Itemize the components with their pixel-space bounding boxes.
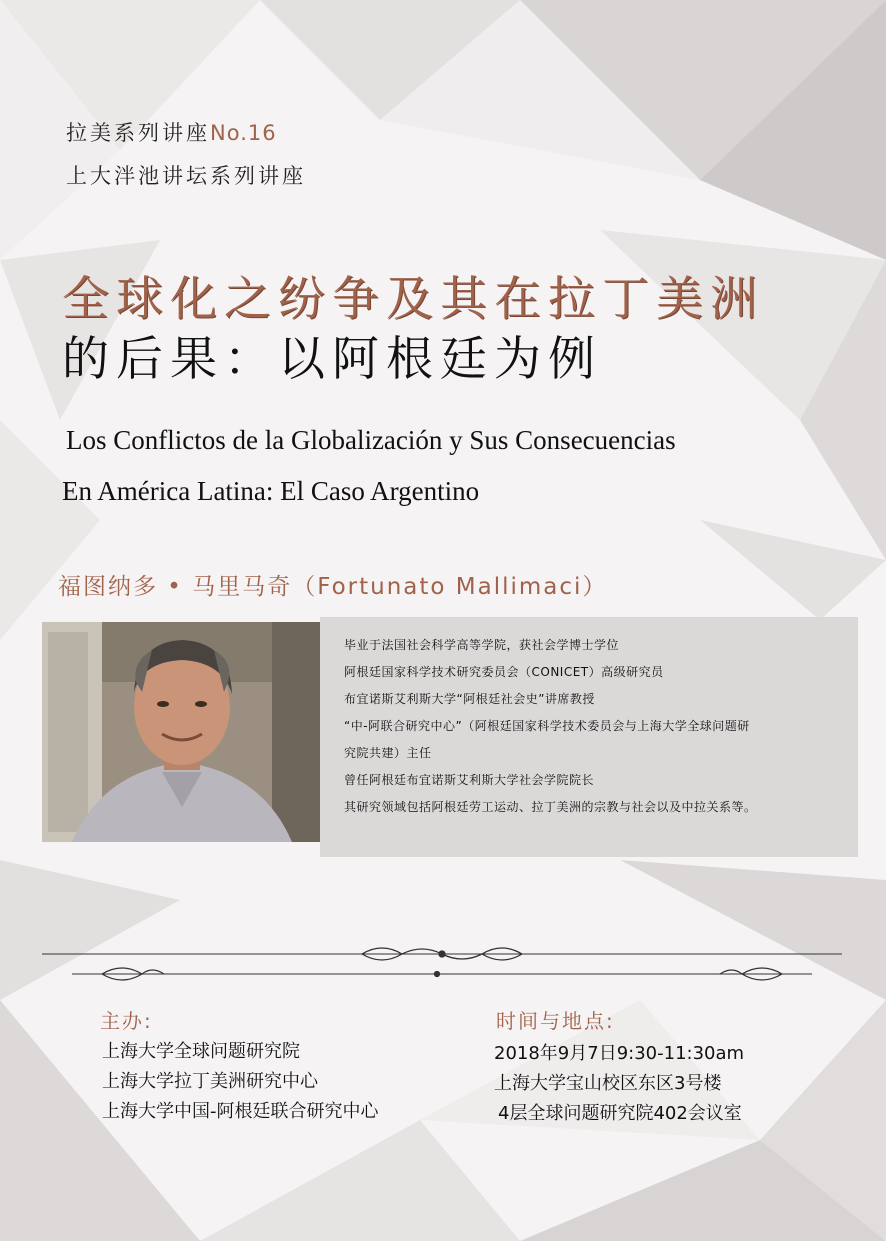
spanish-title-line-2: En América Latina: El Caso Argentino [62,476,480,506]
bio-line: 其研究领域包括阿根廷劳工运动、拉丁美洲的宗教与社会以及中拉关系等。 [344,800,757,814]
bio-line: 曾任阿根廷布宜诺斯艾利斯大学社会学院院长 [344,773,595,787]
bio-line: “中-阿联合研究中心”（阿根廷国家科学技术委员会与上海大学全球问题研 [344,719,750,733]
series-number: No.16 [210,121,277,145]
speaker-photo [42,622,320,842]
bio-line: 毕业于法国社会科学高等学院，获社会学博士学位 [344,638,620,652]
ornamental-divider [42,940,842,990]
bio-line: 究院共建）主任 [344,746,432,760]
time-place-label: 时间与地点: [496,1009,615,1033]
bio-line: 布宜诺斯艾利斯大学“阿根廷社会史”讲席教授 [344,692,595,706]
organizer-item: 上海大学全球问题研究院 [102,1041,300,1062]
speaker-name: 福图纳多 • 马里马奇（Fortunato Mallimaci） [58,574,608,600]
organizer-item: 上海大学中国-阿根廷联合研究中心 [102,1101,379,1122]
event-room: 4层全球问题研究院402会议室 [498,1103,742,1124]
event-datetime: 2018年9月7日9:30-11:30am [494,1043,745,1064]
organizers-label: 主办: [100,1009,153,1033]
event-building: 上海大学宝山校区东区3号楼 [494,1073,722,1094]
speaker-bio [344,632,864,821]
title-line-2: 的后果：以阿根廷为例 [62,332,602,387]
series-label [66,117,277,147]
bio-line: 阿根廷国家科学技术研究委员会（CONICET）高级研究员 [344,665,664,679]
organizer-item: 上海大学拉丁美洲研究中心 [102,1071,318,1092]
series-prefix: 拉美系列讲座 [66,121,210,145]
title-line-1: 全球化之纷争及其在拉丁美洲 [62,272,764,327]
spanish-title-line-1: Los Conflictos de la Globalización y Sus Consecuencias [66,425,676,455]
forum-label: 上大泮池讲坛系列讲座 [66,164,306,188]
